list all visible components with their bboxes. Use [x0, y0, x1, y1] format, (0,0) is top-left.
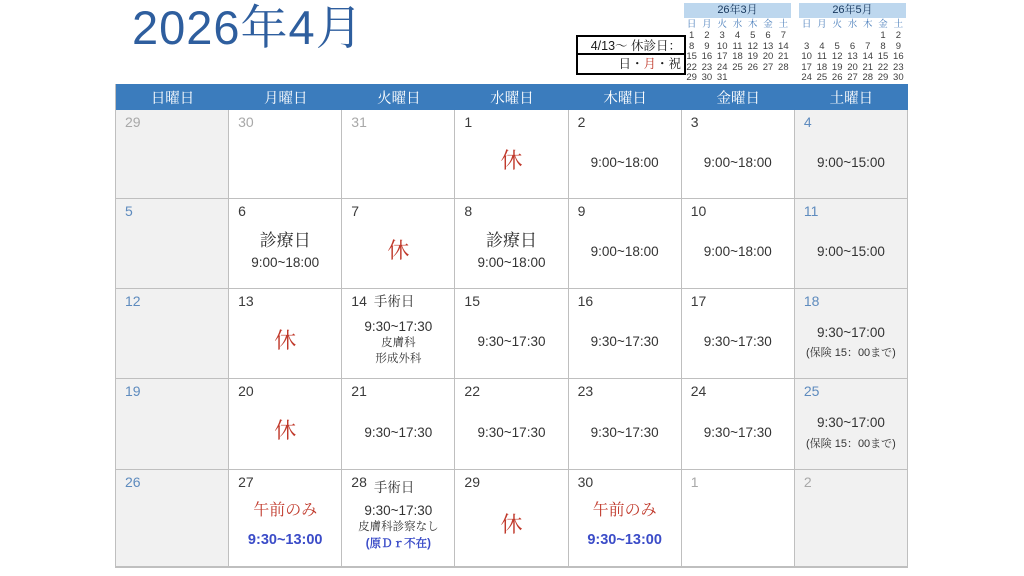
mini-date: 21	[862, 61, 874, 73]
cell-date-line	[682, 289, 794, 309]
mini-weekday-label: 土	[778, 19, 789, 30]
mini-weekday-label: 月	[817, 19, 827, 30]
cell-date-line	[342, 470, 454, 495]
mini-weekday-label: 水	[847, 19, 858, 30]
cell-text-line: 9:30~17:30	[590, 334, 659, 350]
weekday-header: 木曜日	[603, 90, 647, 107]
cell-content	[569, 490, 681, 566]
holiday-notice-box	[576, 35, 686, 75]
date-number: 12	[125, 293, 141, 309]
mini-calendar-title: 26年3月	[684, 3, 791, 18]
mini-calendar-grid	[684, 19, 791, 84]
weekday-header: 土曜日	[829, 90, 874, 107]
mini-date: 14	[778, 40, 789, 52]
date-number: 3	[690, 114, 699, 130]
mini-date: 7	[780, 30, 786, 41]
date-number: 5	[125, 203, 133, 219]
mini-date: 24	[801, 72, 812, 83]
cell-content	[455, 399, 567, 469]
mini-date: 17	[801, 61, 812, 73]
cell-date-line	[682, 110, 794, 130]
cell-text-line: 形成外科	[375, 353, 422, 366]
cell-text-line: 9:30~17:30	[364, 424, 433, 440]
mini-date: 6	[765, 30, 771, 41]
notice-monday-red: 月	[643, 57, 656, 71]
cell-date-line	[342, 289, 454, 310]
cell-date-line	[229, 110, 341, 130]
cell-date-line	[569, 199, 681, 219]
mini-date	[776, 73, 791, 84]
cell-text-line: 9:30~17:00	[816, 415, 885, 431]
cell-date-line	[342, 199, 454, 219]
calendar-cell	[682, 199, 795, 289]
calendar-cell	[795, 199, 908, 289]
cell-text-line: 休	[274, 418, 297, 444]
holiday-notice-line2	[578, 55, 684, 73]
mini-date: 3	[803, 40, 810, 52]
cell-text-line: 9:00~18:00	[477, 255, 546, 271]
april-calendar	[115, 84, 908, 568]
mini-date: 28	[778, 61, 789, 73]
notice-days-pre: 日・	[618, 57, 644, 71]
cell-date-line	[455, 470, 567, 490]
mini-date: 2	[895, 30, 901, 41]
calendar-grid	[116, 110, 908, 566]
cell-text-line: 休	[274, 327, 297, 353]
calendar-cell	[795, 379, 908, 470]
mini-date: 30	[701, 72, 713, 83]
cell-content	[682, 219, 794, 288]
mini-weekday-label: 月	[702, 19, 712, 30]
mini-weekday-label: 木	[748, 19, 758, 30]
calendar-cell	[342, 289, 455, 379]
mini-date: 6	[849, 40, 856, 52]
mini-date: 9	[704, 40, 710, 52]
date-number: 7	[351, 203, 360, 219]
mini-date	[745, 73, 760, 84]
mini-date: 22	[686, 61, 697, 73]
mini-calendar	[799, 3, 906, 94]
cell-text-line: 皮膚科診察なし	[358, 521, 439, 534]
cell-text-line: 9:30~17:30	[477, 334, 546, 350]
calendar-cell	[569, 289, 682, 379]
mini-date: 14	[862, 51, 874, 62]
mini-date: 27	[847, 72, 858, 83]
mini-weekday-label: 水	[732, 19, 743, 30]
cell-content	[682, 130, 794, 198]
mini-date: 29	[877, 72, 889, 83]
holiday-notice-line1: 4/13～ 休診日：	[578, 37, 684, 55]
mini-weekday-label: 火	[832, 19, 842, 30]
date-number: 18	[803, 293, 820, 309]
calendar-cell	[116, 470, 229, 566]
mini-date: 25	[816, 72, 828, 83]
mini-date: 13	[762, 40, 774, 52]
cell-content	[682, 309, 794, 378]
cell-text-line: 9:30~17:30	[703, 334, 772, 350]
mini-date: 10	[801, 51, 812, 62]
notice-days-post: ・祝	[655, 57, 681, 71]
mini-date: 27	[762, 61, 774, 73]
cell-text-line: 9:00~18:00	[251, 255, 320, 271]
date-number: 23	[577, 383, 594, 399]
cell-date-line	[116, 199, 228, 219]
mini-date: 10	[716, 40, 728, 52]
date-number: 2	[803, 474, 812, 490]
calendar-cell	[455, 289, 568, 379]
cell-content	[795, 309, 907, 378]
mini-date: 11	[732, 40, 743, 52]
mini-calendar-grid	[799, 19, 906, 94]
mini-date: 18	[732, 51, 743, 62]
mini-date: 29	[686, 72, 697, 83]
date-number: 11	[803, 203, 819, 219]
cell-content	[569, 399, 681, 469]
date-number: 14	[351, 293, 367, 309]
mini-date: 21	[778, 51, 789, 62]
date-number: 30	[238, 114, 254, 130]
mini-date: 2	[704, 30, 710, 41]
mini-date: 11	[816, 51, 827, 62]
surgery-day-label: 手術日	[373, 294, 415, 309]
mini-calendar-title: 26年5月	[799, 3, 906, 18]
cell-text-line: 9:00~18:00	[703, 154, 772, 170]
cell-date-line	[455, 110, 567, 130]
mini-date: 23	[701, 61, 713, 73]
cell-date-line	[229, 289, 341, 309]
calendar-cell	[569, 379, 682, 470]
calendar-cell	[116, 379, 229, 470]
cell-content	[682, 399, 794, 469]
calendar-cell	[795, 289, 908, 379]
cell-date-line	[682, 199, 794, 219]
date-number: 16	[577, 293, 594, 309]
cell-date-line	[342, 110, 454, 130]
date-number: 21	[351, 383, 367, 399]
cell-text-line: (保険 15：00まで)	[805, 347, 896, 360]
mini-date: 12	[747, 40, 759, 52]
page-title: 2026年4月	[132, 1, 364, 54]
mini-date: 1	[880, 30, 886, 41]
cell-content	[569, 309, 681, 378]
cell-text-line: (原Ｄｒ不在)	[365, 538, 431, 551]
date-number: 1	[464, 114, 473, 130]
cell-text-line: 9:30~13:00	[247, 532, 323, 549]
calendar-cell	[569, 110, 682, 199]
cell-content	[342, 310, 454, 378]
mini-date: 20	[762, 51, 774, 62]
cell-date-line	[116, 470, 228, 490]
date-number: 10	[690, 203, 707, 219]
cell-content	[229, 490, 341, 566]
cell-date-line	[455, 289, 567, 309]
calendar-cell	[455, 199, 568, 289]
cell-content	[342, 491, 454, 566]
mini-date: 8	[688, 40, 695, 52]
date-number: 24	[690, 383, 707, 399]
cell-text-line: 休	[500, 512, 523, 538]
date-number: 4	[803, 114, 812, 130]
mini-date: 15	[877, 51, 889, 62]
cell-date-line	[229, 199, 341, 219]
mini-date: 26	[747, 61, 759, 73]
calendar-cell	[682, 379, 795, 470]
date-number: 30	[577, 474, 594, 490]
mini-calendars	[684, 3, 906, 94]
date-number: 9	[577, 203, 586, 219]
cell-text-line: 午前のみ	[592, 502, 657, 520]
cell-date-line	[455, 379, 567, 399]
calendar-cell	[229, 289, 342, 379]
calendar-cell	[682, 289, 795, 379]
calendar-cell	[682, 470, 795, 566]
cell-date-line	[569, 379, 681, 399]
cell-date-line	[682, 379, 794, 399]
date-number: 25	[803, 383, 820, 399]
cell-text-line: 9:00~18:00	[703, 244, 772, 260]
calendar-cell	[116, 289, 229, 379]
weekday-header-row	[116, 84, 908, 110]
mini-weekday-label: 金	[878, 19, 888, 30]
cell-text-line: 皮膚科	[381, 337, 416, 350]
cell-date-line	[455, 199, 567, 219]
cell-content	[229, 399, 341, 469]
cell-text-line: 9:30~13:00	[587, 532, 662, 549]
cell-text-line: 9:30~17:00	[816, 324, 885, 340]
calendar-cell	[342, 199, 455, 289]
mini-date: 9	[895, 40, 901, 52]
calendar-cell	[116, 110, 229, 199]
mini-date: 28	[862, 72, 874, 83]
mini-date: 23	[893, 61, 904, 73]
cell-text-line: 9:30~17:30	[590, 424, 659, 440]
calendar-cell	[455, 379, 568, 470]
cell-date-line	[569, 110, 681, 130]
cell-content	[795, 130, 907, 198]
cell-content	[342, 219, 454, 288]
date-number: 15	[464, 293, 480, 309]
cell-date-line	[795, 470, 907, 490]
cell-text-line: 午前のみ	[253, 502, 318, 520]
weekday-header: 火曜日	[377, 90, 421, 107]
mini-date: 24	[716, 61, 728, 73]
calendar-cell	[569, 470, 682, 566]
cell-date-line	[342, 379, 454, 399]
calendar-cell	[342, 470, 455, 566]
mini-date: 19	[747, 51, 759, 62]
mini-date: 20	[847, 61, 858, 73]
mini-weekday-label: 日	[801, 19, 812, 30]
mini-date: 30	[893, 72, 904, 83]
cell-date-line	[229, 470, 341, 490]
mini-weekday-label: 日	[686, 19, 697, 30]
date-number: 27	[238, 474, 254, 490]
cell-content	[795, 219, 907, 288]
mini-date	[814, 31, 829, 42]
calendar-cell	[116, 199, 229, 289]
cell-content	[455, 219, 567, 288]
cell-text-line: 休	[500, 148, 523, 174]
mini-date: 4	[734, 30, 741, 41]
cell-text-line: 9:30~17:30	[364, 502, 433, 518]
mini-date: 5	[834, 40, 840, 52]
cell-content	[569, 219, 681, 288]
cell-date-line	[116, 379, 228, 399]
cell-text-line: 診療日	[259, 231, 311, 251]
date-number: 13	[238, 293, 254, 309]
cell-date-line	[795, 199, 907, 219]
date-number: 29	[464, 474, 480, 490]
cell-date-line	[795, 289, 907, 309]
mini-date: 7	[865, 40, 871, 52]
cell-date-line	[682, 470, 794, 490]
calendar-cell	[229, 379, 342, 470]
mini-date: 15	[686, 51, 697, 62]
date-number: 8	[464, 203, 473, 219]
date-number: 22	[464, 383, 480, 399]
weekday-header: 水曜日	[490, 90, 534, 107]
mini-date: 25	[732, 61, 743, 73]
cell-text-line: 9:30~17:30	[364, 318, 433, 334]
calendar-cell	[229, 199, 342, 289]
cell-text-line: 9:30~17:30	[703, 424, 772, 440]
calendar-cell	[455, 470, 568, 566]
mini-date: 13	[847, 51, 858, 62]
cell-text-line: 9:00~15:00	[816, 244, 885, 260]
mini-date: 4	[819, 40, 825, 52]
calendar-cell	[569, 199, 682, 289]
cell-date-line	[116, 110, 228, 130]
mini-date: 22	[877, 61, 889, 73]
cell-text-line: 9:00~18:00	[590, 154, 659, 170]
weekday-header: 日曜日	[150, 90, 195, 107]
mini-weekday-label: 土	[893, 19, 904, 30]
mini-calendar	[684, 3, 791, 94]
cell-text-line: 診療日	[485, 231, 537, 251]
calendar-cell	[342, 110, 455, 199]
cell-text-line: 9:00~15:00	[816, 154, 885, 170]
mini-date	[730, 73, 745, 84]
mini-date	[830, 31, 845, 42]
date-number: 1	[690, 474, 699, 490]
cell-date-line	[229, 379, 341, 399]
date-number: 6	[238, 203, 246, 219]
cell-text-line: 9:00~18:00	[590, 244, 659, 260]
mini-date: 16	[893, 51, 904, 62]
cell-content	[455, 309, 567, 378]
date-number: 20	[238, 383, 254, 399]
mini-weekday-label: 木	[863, 19, 873, 30]
mini-date	[799, 31, 814, 42]
weekday-header: 金曜日	[716, 90, 761, 107]
mini-date: 12	[831, 51, 843, 62]
calendar-cell	[229, 110, 342, 199]
cell-date-line	[795, 110, 907, 130]
calendar-cell	[229, 470, 342, 566]
mini-date: 19	[831, 61, 843, 73]
mini-date: 16	[701, 51, 713, 62]
date-number: 28	[351, 474, 367, 490]
date-number: 17	[690, 293, 707, 309]
mini-date	[760, 73, 775, 84]
cell-content	[342, 399, 454, 469]
cell-date-line	[569, 470, 681, 490]
mini-date: 1	[688, 30, 695, 41]
mini-date: 18	[816, 61, 828, 73]
mini-date: 8	[880, 40, 886, 52]
cell-content	[455, 490, 567, 566]
mini-date	[860, 31, 875, 42]
date-number: 26	[125, 474, 141, 490]
calendar-cell	[795, 470, 908, 566]
mini-date: 17	[716, 51, 728, 62]
calendar-cell	[682, 110, 795, 199]
mini-date: 31	[716, 72, 728, 83]
cell-text-line: 休	[387, 237, 410, 263]
cell-content	[229, 309, 341, 378]
cell-date-line	[795, 379, 907, 399]
mini-date: 5	[750, 30, 756, 41]
date-number: 19	[125, 383, 141, 399]
mini-date: 26	[831, 72, 843, 83]
weekday-header: 月曜日	[263, 90, 308, 107]
date-number: 31	[351, 114, 367, 130]
calendar-cell	[795, 110, 908, 199]
mini-date	[845, 31, 860, 42]
date-number: 2	[577, 114, 586, 130]
cell-content	[795, 399, 907, 469]
cell-content	[455, 130, 567, 198]
cell-date-line	[116, 289, 228, 309]
mini-weekday-label: 金	[763, 19, 773, 30]
cell-text-line: 9:30~17:30	[477, 424, 546, 440]
mini-weekday-label: 火	[717, 19, 727, 30]
mini-date: 3	[719, 30, 725, 41]
cell-text-line: (保険 15：00まで)	[805, 437, 896, 450]
calendar-cell	[342, 379, 455, 470]
surgery-day-label: 手術日	[373, 480, 415, 495]
cell-content	[229, 219, 341, 288]
cell-date-line	[569, 289, 681, 309]
date-number: 29	[125, 114, 141, 130]
calendar-cell	[455, 110, 568, 199]
cell-content	[569, 130, 681, 198]
